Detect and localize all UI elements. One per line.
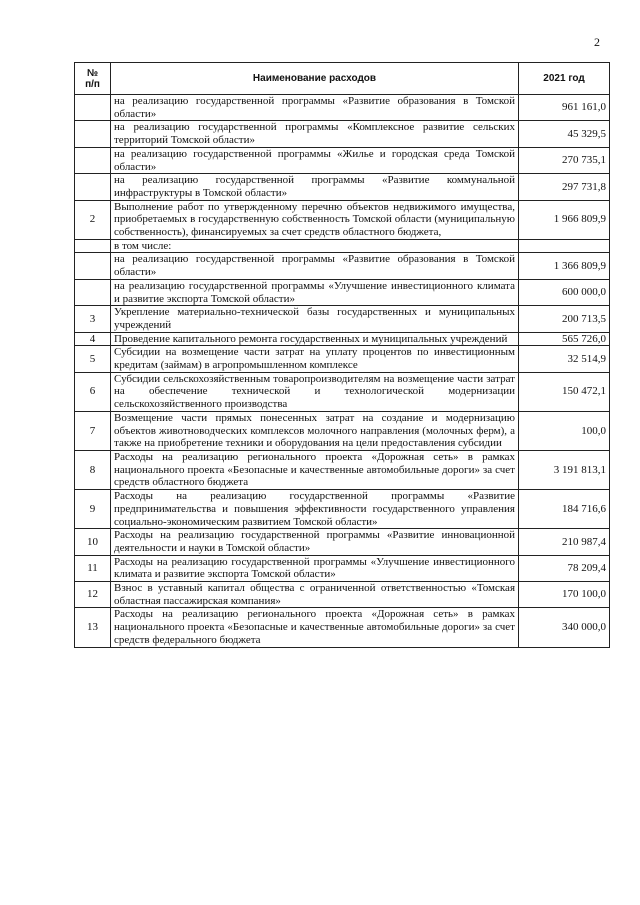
row-name: на реализацию государственной программы «Комплексное развитие сельских территорий Томской области» — [111, 121, 519, 147]
row-amount: 45 329,5 — [519, 121, 610, 147]
row-name: Субсидии на возмещение части затрат на уплату процентов по инвестиционным кредитам (займам) в агропромышленном комплексе — [111, 346, 519, 372]
row-name: Проведение капитального ремонта государственных и муниципальных учреждений — [111, 332, 519, 346]
row-number — [75, 239, 111, 253]
row-number — [75, 253, 111, 279]
row-number: 9 — [75, 490, 111, 529]
row-name: Расходы на реализацию государственной программы «Улучшение инвестиционного климата и развитие экспорта Томской области» — [111, 555, 519, 581]
table-row — [75, 411, 610, 450]
header-year: 2021 год — [519, 63, 610, 95]
page-number: 2 — [594, 35, 600, 49]
row-amount: 3 191 813,1 — [519, 450, 610, 489]
row-number: 5 — [75, 346, 111, 372]
row-number: 8 — [75, 450, 111, 489]
row-amount: 1 966 809,9 — [519, 200, 610, 239]
expenses-table — [74, 62, 610, 648]
table-row — [75, 372, 610, 411]
row-amount: 340 000,0 — [519, 608, 610, 647]
row-name: Расходы на реализацию регионального проекта «Дорожная сеть» в рамках национального проекта «Безопасные и качественные автомобильные дороги» за счет средств федерального бюджета — [111, 608, 519, 647]
header-number: № п/п — [75, 63, 111, 95]
table-row — [75, 279, 610, 305]
row-number — [75, 95, 111, 121]
row-number: 12 — [75, 582, 111, 608]
row-number: 2 — [75, 200, 111, 239]
row-amount: 297 731,8 — [519, 174, 610, 200]
table-row — [75, 306, 610, 332]
header-name: Наименование расходов — [111, 63, 519, 95]
row-name: Расходы на реализацию государственной программы «Развитие предпринимательства и повышения эффективности государственного управления социально-экономическим развитием Томской области» — [111, 490, 519, 529]
row-amount: 100,0 — [519, 411, 610, 450]
table-row — [75, 490, 610, 529]
row-number: 6 — [75, 372, 111, 411]
row-amount: 32 514,9 — [519, 346, 610, 372]
table-row — [75, 121, 610, 147]
row-number — [75, 121, 111, 147]
table-row — [75, 346, 610, 372]
row-name: на реализацию государственной программы «Улучшение инвестиционного климата и развитие экспорта Томской области» — [111, 279, 519, 305]
table-row — [75, 332, 610, 346]
table-row — [75, 239, 610, 253]
row-amount: 78 209,4 — [519, 555, 610, 581]
row-name: Расходы на реализацию регионального проекта «Дорожная сеть» в рамках национального проекта «Безопасные и качественные автомобильные дороги» за счет средств областного бюджета — [111, 450, 519, 489]
table-row — [75, 253, 610, 279]
table-header-row — [75, 63, 610, 95]
row-name: Взнос в уставный капитал общества с ограниченной ответственностью «Томская областная пассажирская компания» — [111, 582, 519, 608]
table-row — [75, 174, 610, 200]
row-name: Субсидии сельскохозяйственным товаропроизводителям на возмещение части затрат на обеспечение технической и технологической модернизации сельскохозяйственного производства — [111, 372, 519, 411]
row-number: 10 — [75, 529, 111, 555]
row-name: Расходы на реализацию государственной программы «Развитие инновационной деятельности и науки в Томской области» — [111, 529, 519, 555]
row-name: на реализацию государственной программы «Жилье и городская среда Томской области» — [111, 147, 519, 173]
row-number: 13 — [75, 608, 111, 647]
row-number: 3 — [75, 306, 111, 332]
row-amount — [519, 239, 610, 253]
row-amount: 1 366 809,9 — [519, 253, 610, 279]
table-row — [75, 582, 610, 608]
row-amount: 565 726,0 — [519, 332, 610, 346]
row-amount: 200 713,5 — [519, 306, 610, 332]
row-amount: 961 161,0 — [519, 95, 610, 121]
table-row — [75, 95, 610, 121]
row-amount: 150 472,1 — [519, 372, 610, 411]
row-amount: 170 100,0 — [519, 582, 610, 608]
table-row — [75, 555, 610, 581]
row-name: на реализацию государственной программы «Развитие коммунальной инфраструктуры в Томской области» — [111, 174, 519, 200]
row-name: Выполнение работ по утвержденному перечню объектов недвижимого имущества, приобретаемых в государственную собственность Томской области (муниципальную собственность), финансируемых за счет средств областного бюджета, — [111, 200, 519, 239]
row-number: 11 — [75, 555, 111, 581]
table-row — [75, 450, 610, 489]
table-row — [75, 608, 610, 647]
table-body — [75, 95, 610, 648]
row-amount: 184 716,6 — [519, 490, 610, 529]
row-name: на реализацию государственной программы «Развитие образования в Томской области» — [111, 253, 519, 279]
row-name: на реализацию государственной программы «Развитие образования в Томской области» — [111, 95, 519, 121]
row-name: Укрепление материально-технической базы государственных и муниципальных учреждений — [111, 306, 519, 332]
row-number — [75, 174, 111, 200]
table-row — [75, 147, 610, 173]
row-number: 4 — [75, 332, 111, 346]
table-row — [75, 529, 610, 555]
row-amount: 210 987,4 — [519, 529, 610, 555]
table-row — [75, 200, 610, 239]
row-amount: 600 000,0 — [519, 279, 610, 305]
row-number: 7 — [75, 411, 111, 450]
row-name: Возмещение части прямых понесенных затрат на создание и модернизацию объектов животноводческих комплексов молочного направления (молочных ферм), а также на приобретение техники и оборудования на цели предоставления субсидии — [111, 411, 519, 450]
row-name: в том числе: — [111, 239, 519, 253]
row-number — [75, 279, 111, 305]
row-number — [75, 147, 111, 173]
row-amount: 270 735,1 — [519, 147, 610, 173]
